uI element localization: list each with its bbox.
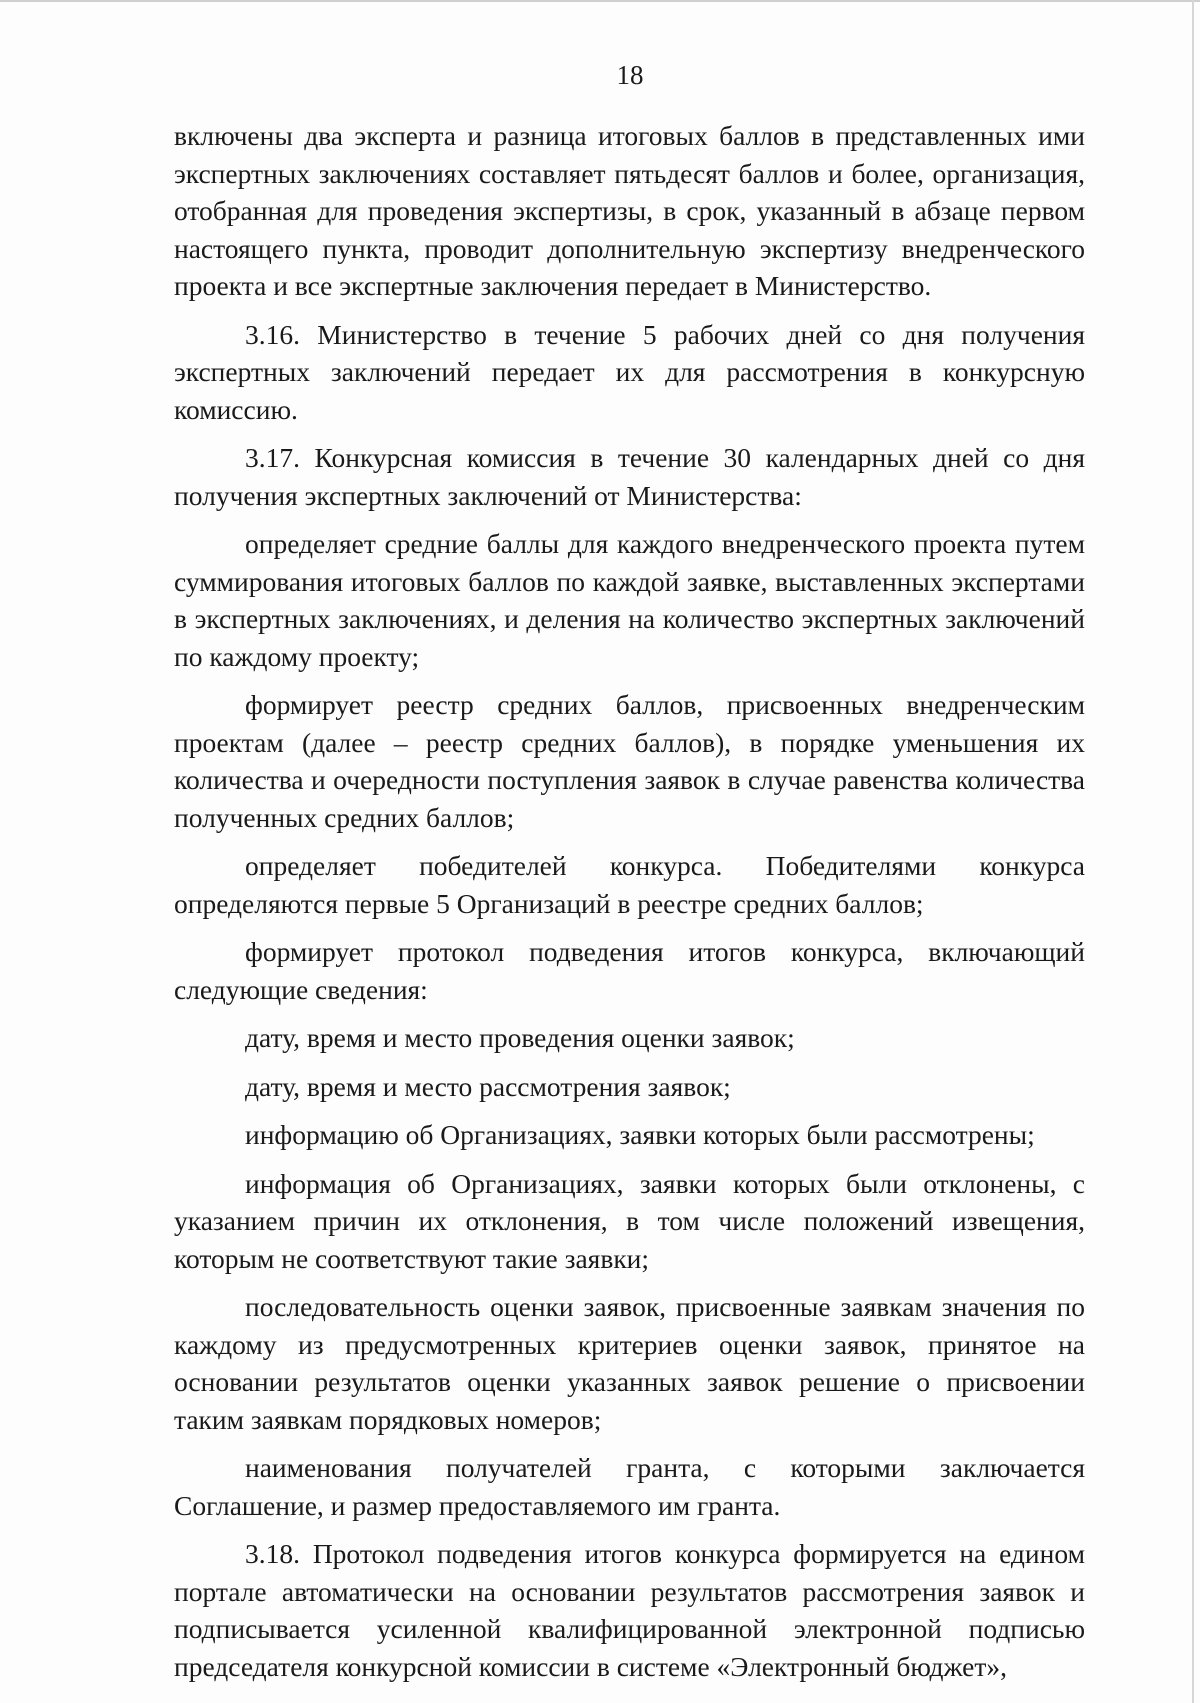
paragraph-score-registry: формирует реестр средних баллов, присвоенных внедренческим проектам (далее – реестр средних баллов), в порядке уменьшения их количества и очередности поступления заявок в случае равенства количества полученных средних баллов; xyxy=(174,689,1085,833)
paragraph-3-17: 3.17. Конкурсная комиссия в течение 30 календарных дней со дня получения экспертных заключений от Министерства: xyxy=(174,442,1085,511)
page-number: 18 xyxy=(616,60,644,90)
paragraph-winners: определяет победителей конкурса. Победителями конкурса определяются первые 5 Организаций в реестре средних баллов; xyxy=(174,850,1085,919)
paragraph-review-date: дату, время и место рассмотрения заявок; xyxy=(245,1070,731,1102)
paragraph-assessment-sequence: последовательность оценки заявок, присвоенные заявкам значения по каждому из предусмотренных критериев оценки заявок, принятое на основании результатов оценки указанных заявок решение о присвоении таким заявкам порядковых номеров; xyxy=(174,1291,1085,1435)
paragraph-reviewed-orgs: информацию об Организациях, заявки которых были рассмотрены; xyxy=(245,1119,1035,1150)
paragraph-3-16: 3.16. Министерство в течение 5 рабочих дней со дня получения экспертных заключений передает их для рассмотрения в конкурсную комиссию. xyxy=(174,318,1085,425)
paragraph-rejected-orgs: информация об Организациях, заявки которых были отклонены, с указанием причин их отклонения, в том числе положений извещения, которым не соответствуют такие заявки; xyxy=(174,1167,1085,1274)
scan-edge-top xyxy=(0,0,1200,2)
paragraph-assessment-date: дату, время и место проведения оценки заявок; xyxy=(245,1022,795,1053)
paragraph-3-18: 3.18. Протокол подведения итогов конкурса формируется на едином портале автоматически на основании результатов рассмотрения заявок и подписывается усиленной квалифицированной электронной подписью председателя конкурсной комиссии в системе «Электронный бюджет», xyxy=(174,1538,1085,1682)
paragraph-protocol: формирует протокол подведения итогов конкурса, включающий следующие сведения: xyxy=(174,936,1085,1005)
paragraph-continuation: включены два эксперта и разница итоговых баллов в представленных ими экспертных заключениях составляет пятьдесят баллов и более, организация, отобранная для проведения экспертизы, в срок, указанный в абзаце первом настоящего пункта, проводит дополнительную экспертизу внедренческого проекта и все экспертные заключения передает в Министерство. xyxy=(174,120,1085,301)
scan-edge-right xyxy=(1192,0,1194,1703)
paragraph-grant-recipients: наименования получателей гранта, с которыми заключается Соглашение, и размер предоставляемого им гранта. xyxy=(174,1452,1085,1521)
document-body xyxy=(174,117,1085,1685)
paragraph-average-scores: определяет средние баллы для каждого внедренческого проекта путем суммирования итоговых баллов по каждой заявке, выставленных экспертами в экспертных заключениях, и деления на количество экспертных заключений по каждому проекту; xyxy=(174,528,1085,672)
